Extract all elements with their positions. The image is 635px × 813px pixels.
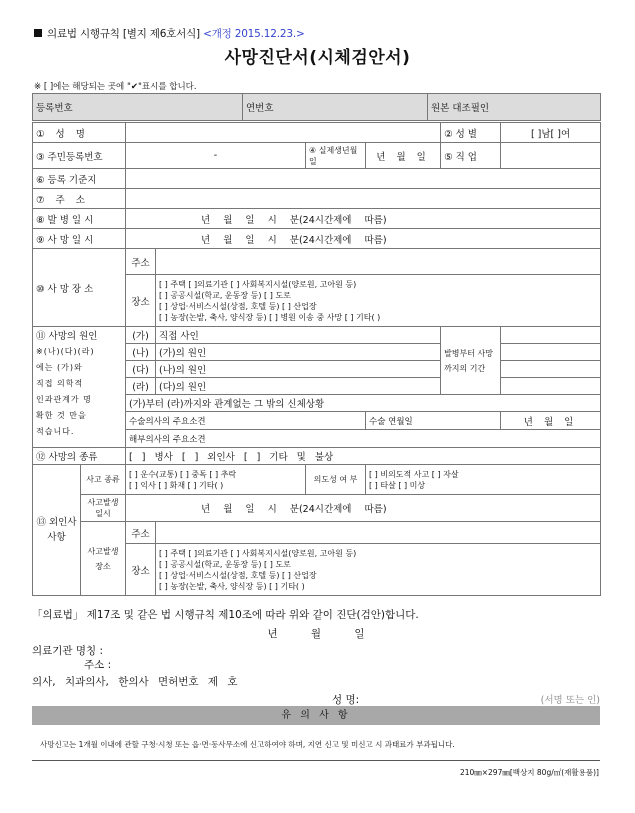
institution-addr-label: 주소 :	[84, 659, 112, 671]
page-title: 사망진단서(시체검안서)	[224, 48, 411, 68]
accident-place-type-label: 장소	[126, 544, 156, 596]
notice-title: 유 의 사 항	[32, 706, 600, 725]
surgery-date-label: 수술 연월일	[366, 412, 501, 430]
birth-field[interactable]: 년 월 일	[366, 143, 441, 169]
surgery-date-field[interactable]: 년 월 일	[501, 412, 601, 430]
death-place-addr-field[interactable]	[156, 249, 601, 275]
name-label: ① 성 명	[33, 123, 126, 143]
intent-options[interactable]: [ ] 비의도적 사고 [ ] 자살 [ ] 타살 [ ] 미상	[366, 465, 601, 495]
cause-a-field[interactable]: 직접 사인	[156, 327, 441, 344]
license-line[interactable]: 의사, 치과의사, 한의사 면허번호 제 호	[32, 676, 238, 688]
cause-b-field[interactable]: (가)의 원인	[156, 344, 441, 361]
accident-type-label: 사고 종류	[81, 465, 126, 495]
paper-spec: 210㎜×297㎜[백상지 80g/㎡(재활용품)]	[459, 768, 599, 777]
sex-options[interactable]: [ ]남[ ]여	[501, 123, 601, 143]
main-form-table	[32, 122, 601, 596]
death-place-options[interactable]	[156, 275, 601, 327]
external-cause-label: ⑬ 외인사 사항	[33, 465, 81, 596]
onset-time-label: ⑧ 발 병 일 시	[33, 209, 126, 229]
death-type-options[interactable]: [ ] 병사 [ ] 외인사 [ ] 기타 및 불상	[126, 448, 601, 465]
rrn-field[interactable]: -	[126, 143, 306, 169]
intent-label: 의도성 여 부	[306, 465, 366, 495]
job-field[interactable]	[501, 143, 601, 169]
domicile-label: ⑥ 등록 기준지	[33, 169, 126, 189]
institution-name-label: 의료기관 명칭 :	[32, 645, 104, 657]
cause-d-interval[interactable]	[501, 378, 601, 395]
death-type-label: ⑫ 사망의 종류	[33, 448, 126, 465]
top-row-table	[32, 93, 601, 121]
serial-no-label: 연번호	[243, 94, 428, 121]
onset-interval-label: 발병부터 사망까지의 기간	[441, 327, 501, 395]
domicile-field[interactable]	[126, 169, 601, 189]
reg-no-label: 등록번호	[33, 94, 243, 121]
surgery-findings[interactable]: 수술의사의 주요소견	[126, 412, 366, 430]
accident-addr-label: 주소	[126, 522, 156, 544]
cause-c-interval[interactable]	[501, 361, 601, 378]
original-label: 원본 대조필인	[428, 94, 601, 121]
death-time-field[interactable]: 년 월 일 시 분(24시간제에 따름)	[126, 229, 601, 249]
death-place-addr-label: 주소	[126, 249, 156, 275]
revision-date: <개정 2015.12.23.>	[203, 28, 305, 40]
job-label: ⑤ 직 업	[441, 143, 501, 169]
notice-text: 사망신고는 1개월 이내에 관할 구청·시청 또는 읍·면·동사무소에 신고하여야 하며, 지연 신고 및 미신고 시 과태료가 부과됩니다.	[40, 740, 455, 749]
cause-d-key: (라)	[126, 378, 156, 395]
death-place-opt[interactable]: [ ] 농장(논밭, 축사, 양식장 등) [ ] 병원 이송 중 사망 [ ] 기타( )	[159, 312, 381, 322]
cause-instructions: ※(나)(다)(라) 에는 (가)와 직접 의학적 인과관계가 명 확한 것 만을 적습니다.	[33, 344, 126, 448]
cause-d-field[interactable]: (다)의 원인	[156, 378, 441, 395]
name-field[interactable]	[126, 123, 441, 143]
cause-b-interval[interactable]	[501, 344, 601, 361]
form-header	[34, 26, 305, 41]
accident-addr-field[interactable]	[156, 522, 601, 544]
cause-a-key: (가)	[126, 327, 156, 344]
form-ref: 의료법 시행규칙 [별지 제6호서식]	[47, 28, 200, 40]
rrn-label: ③ 주민등록번호	[33, 143, 126, 169]
sex-label: ② 성 별	[441, 123, 501, 143]
accident-place-options[interactable]: [ ] 주택 [ ]의료기관 [ ] 사회복지시설(양로원, 고아원 등) [ ] 공공시설(학교, 운동장 등) [ ] 도로 [ ] 상업·서비스시설(상점, 호텔 등) [ ] 산업장 [ ] 농장(논밭, 축사, 양식장 등) [ ] 기타( )	[156, 544, 601, 596]
onset-time-field[interactable]: 년 월 일 시 분(24시간제에 따름)	[126, 209, 601, 229]
accident-time-field[interactable]: 년 월 일 시 분(24시간제에 따름)	[126, 495, 601, 522]
death-place-label: ⑩ 사 망 장 소	[33, 249, 126, 327]
divider	[32, 760, 600, 761]
death-place-type-label: 장소	[126, 275, 156, 327]
address-label: ⑦ 주 소	[33, 189, 126, 209]
birth-label: ④ 실제생년월일	[306, 143, 366, 169]
cause-c-field[interactable]: (나)의 원인	[156, 361, 441, 378]
date-line[interactable]: 년 월 일	[267, 628, 365, 640]
signature-name-label[interactable]: 성 명:	[332, 694, 360, 706]
cause-a-interval[interactable]	[501, 327, 601, 344]
death-time-label: ⑨ 사 망 일 시	[33, 229, 126, 249]
signature-hint: (서명 또는 인)	[540, 695, 600, 706]
other-conditions-field[interactable]: (가)부터 (라)까지와 관계없는 그 밖의 신체상황	[126, 395, 601, 412]
cause-b-key: (나)	[126, 344, 156, 361]
death-place-opt[interactable]: [ ] 주택 [ ]의료기관 [ ] 사회복지시설(양로원, 고아원 등)	[159, 279, 357, 289]
accident-time-label: 사고발생 일시	[81, 495, 126, 522]
check-note: ※ [ ]에는 해당되는 곳에 "✔"표시를 합니다.	[34, 82, 197, 92]
square-icon	[34, 29, 42, 37]
statement: 「의료법」 제17조 및 같은 법 시행규칙 제10조에 따라 위와 같이 진단(검안)합니다.	[32, 609, 419, 621]
address-field[interactable]	[126, 189, 601, 209]
death-place-opt[interactable]: [ ] 공공시설(학교, 운동장 등) [ ] 도로	[159, 290, 291, 300]
autopsy-findings[interactable]: 해부의사의 주요소견	[126, 430, 601, 448]
cause-label: ⑪ 사망의 원인	[33, 327, 126, 344]
accident-place-label: 사고발생 장소	[81, 522, 126, 596]
death-place-opt[interactable]: [ ] 상업·서비스시설(상점, 호텔 등) [ ] 산업장	[159, 301, 317, 311]
cause-c-key: (다)	[126, 361, 156, 378]
accident-type-options[interactable]: [ ] 운수(교통) [ ] 중독 [ ] 추락 [ ] 익사 [ ] 화재 [ ] 기타( )	[126, 465, 306, 495]
